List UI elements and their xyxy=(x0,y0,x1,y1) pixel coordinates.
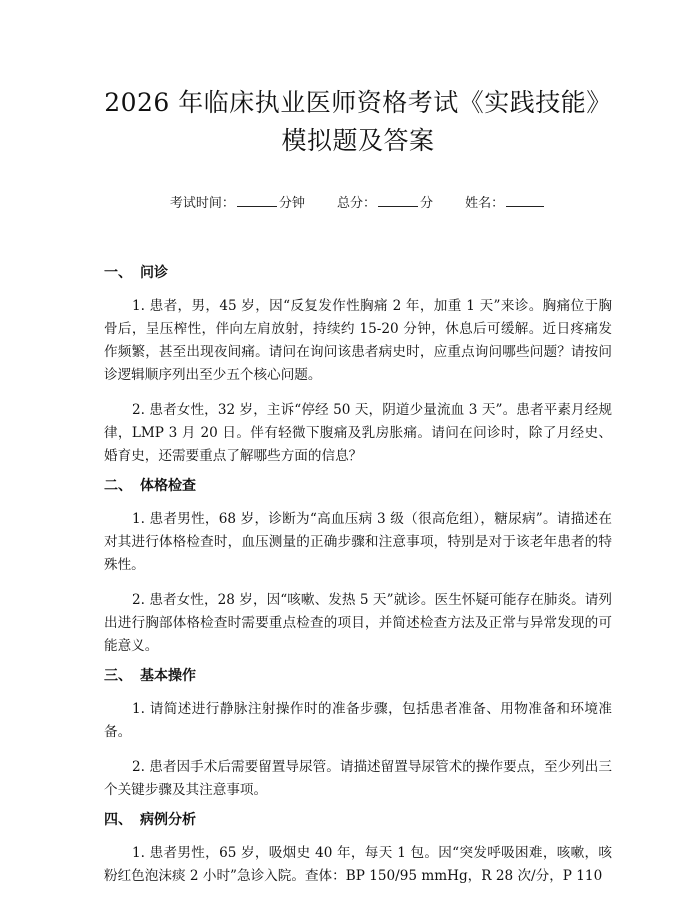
question-item: 1. 患者，男，45 岁，因“反复发作性胸痛 2 年，加重 1 天”来诊。胸痛位于胸骨后，呈压榨性，伴向左肩放射，持续约 15-20 分钟，休息后可缓解。近日疼痛发作频繁，甚至出现夜间痛。请问在询问该患者病史时，应重点询问哪些问题？请按问诊逻辑顺序列出至少五个核心问题。 xyxy=(104,298,612,383)
section-title: 基本操作 xyxy=(140,668,196,684)
question-item: 1. 患者男性，68 岁，诊断为“高血压病 3 级（很高危组），糖尿病”。请描述在对其进行体格检查时，血压测量的正确步骤和注意事项，特别是对于该老年患者的特殊性。 xyxy=(104,511,612,573)
section-title: 病例分析 xyxy=(140,812,196,828)
section-number: 二、 xyxy=(104,478,132,494)
section-title: 体格检查 xyxy=(140,478,196,494)
page-title xyxy=(104,84,612,160)
question-item: 1. 患者男性，65 岁，吸烟史 40 年，每天 1 包。因“突发呼吸困难，咳嗽，咳粉红色泡沫痰 2 小时”急诊入院。查体：BP 150/95 mmHg，R 28 次/分，P 110 xyxy=(104,845,612,884)
title-line-1: 2026 年临床执业医师资格考试《实践技能》 xyxy=(104,88,612,117)
question-item: 1. 请简述进行静脉注射操作时的准备步骤，包括患者准备、用物准备和环境准备。 xyxy=(104,701,612,740)
section-number: 四、 xyxy=(104,812,132,828)
section-heading-basic-operation xyxy=(104,666,612,686)
section-heading-case-analysis xyxy=(104,810,612,830)
question-item: 2. 患者女性，32 岁，主诉“停经 50 天，阴道少量流血 3 天”。患者平素月经规律，LMP 3 月 20 日。伴有轻微下腹痛及乳房胀痛。请问在问诊时，除了月经史、婚育史，还需要重点了解哪些方面的信息？ xyxy=(104,402,612,464)
section-title: 问诊 xyxy=(140,265,168,281)
section-number: 一、 xyxy=(104,265,132,281)
title-line-2: 模拟题及答案 xyxy=(281,126,435,155)
name-label: 姓名： xyxy=(465,196,505,211)
total-score-field xyxy=(337,196,437,211)
name-field xyxy=(465,196,546,211)
exam-time-blank[interactable] xyxy=(237,194,277,207)
section-heading-physical-exam xyxy=(104,476,612,496)
exam-time-label: 考试时间： xyxy=(169,196,235,211)
total-score-unit: 分 xyxy=(420,196,434,211)
exam-meta xyxy=(104,194,612,213)
name-blank[interactable] xyxy=(506,194,544,207)
exam-time-unit: 分钟 xyxy=(278,196,305,211)
question-item: 2. 患者女性，28 岁，因“咳嗽、发热 5 天”就诊。医生怀疑可能存在肺炎。请列出进行胸部体格检查时需要重点检查的项目，并简述检查方法及正常与异常发现的可能意义。 xyxy=(104,592,612,654)
total-score-blank[interactable] xyxy=(378,194,418,207)
total-score-label: 总分： xyxy=(336,196,376,211)
section-heading-inquiry xyxy=(104,263,612,283)
question-item: 2. 患者因手术后需要留置导尿管。请描述留置导尿管术的操作要点，至少列出三个关键步骤及其注意事项。 xyxy=(104,759,612,798)
exam-time-field xyxy=(170,196,309,211)
section-number: 三、 xyxy=(104,668,132,684)
